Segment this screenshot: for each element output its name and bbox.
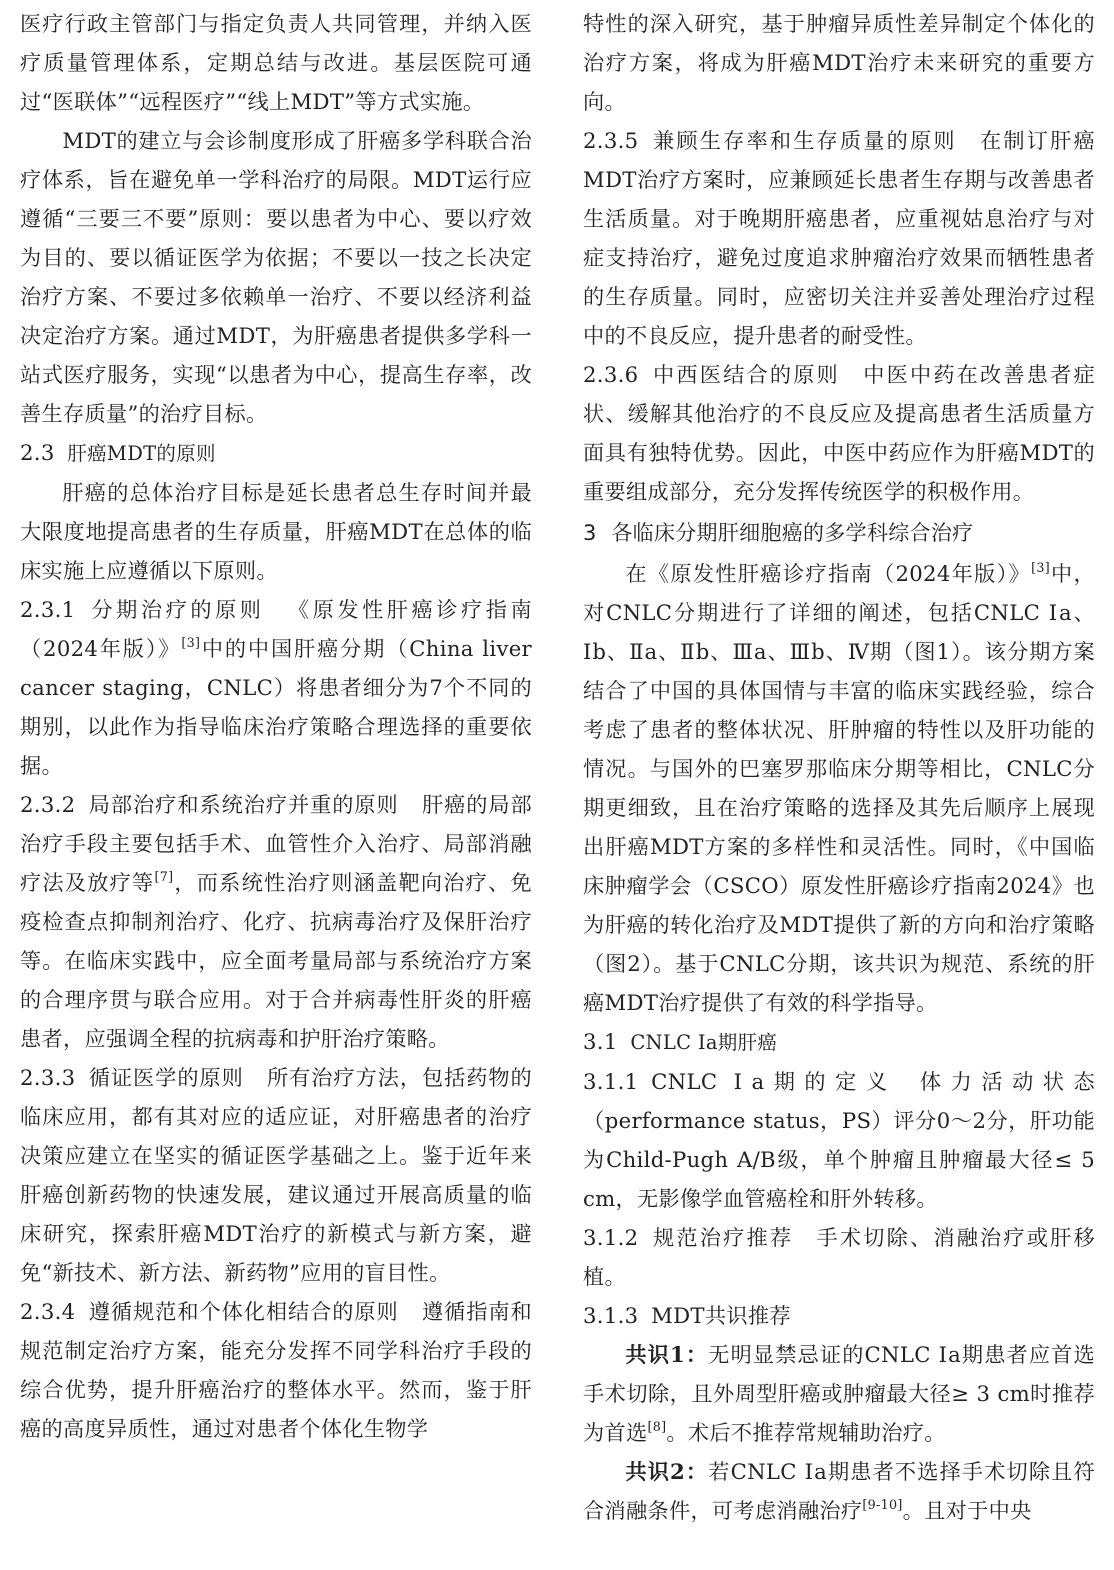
section-title: 分期治疗的原则: [88, 597, 265, 622]
body-text: 在《原发性肝癌诊疗指南（2024年版）》: [625, 561, 1032, 586]
body-text: 所有治疗方法，包括药物的临床应用，都有其对应的适应证，对肝癌患者的治疗决策应建立在坚实的循证医学基础之上。鉴于近年来肝癌创新药物的快速发展，建议通过开展高质量的临床研究，探索肝癌MDT治疗的新模式与新方案，避免“新技术、新方法、新药物”应用的盲目性。: [20, 1065, 532, 1285]
paragraph: 肝癌的总体治疗目标是延长患者总生存时间并最大限度地提高患者的生存质量，肝癌MDT在总体的临床实施上应遵循以下原则。: [20, 480, 532, 583]
body-text: 肝癌的局部治疗手段主要包括手术、血管性介入治疗、局部消融疗法及放疗等: [20, 792, 532, 895]
citation[interactable]: [9-10]: [862, 1497, 903, 1513]
paragraph: 医疗行政主管部门与指定负责人共同管理，并纳入医疗质量管理体系，定期总结与改进。基层医院可通过“医联体”“远程医疗”“线上MDT”等方式实施。: [20, 11, 532, 114]
body-text: 中医中药在改善患者症状、缓解其他治疗的不良反应及提高患者生活质量方面具有独特优势。因此，中医中药应作为肝癌MDT的重要组成部分，充分发挥传统医学的积极作用。: [583, 362, 1095, 504]
section-title: CNLC Ⅰa期的定义: [651, 1069, 897, 1094]
section-number: 2.3.3: [20, 1065, 76, 1090]
citation[interactable]: [8]: [647, 1419, 667, 1435]
body-text: 《原发性肝癌诊疗指南（2024年版）》: [20, 597, 532, 661]
body-text: 手术切除、消融治疗或肝移植。: [583, 1225, 1095, 1289]
section-title: 遵循规范和个体化相结合的原则: [88, 1299, 399, 1324]
body-text: ，而系统性治疗则涵盖靶向治疗、免疫检查点抑制剂治疗、化疗、抗病毒治疗及保肝治疗等。在临床实践中，应全面考量局部与系统治疗方案的合理序贯与联合应用。对于合并病毒性肝炎的肝癌患者，应强调全程的抗病毒和护肝治疗策略。: [20, 870, 532, 1051]
section-number: 2.3.5: [583, 128, 639, 153]
section-number: 3.1.1: [583, 1069, 639, 1094]
section-heading-3-1: [583, 1022, 1095, 1062]
section-number: 3.1.2: [583, 1225, 639, 1250]
subsection-3-1-2: [583, 1218, 1095, 1296]
paragraph: [583, 554, 1095, 1022]
body-text: 遵循指南和规范制定治疗方案，能充分发挥不同学科治疗手段的综合优势，提升肝癌治疗的整体水平。然而，鉴于肝癌的高度异质性，通过对患者个体化生物学: [20, 1299, 532, 1441]
section-number: 2.3.2: [20, 792, 76, 817]
section-title: 兼顾生存率和生存质量的原则: [651, 128, 957, 153]
subsection-3-1-3: [583, 1296, 1095, 1335]
section-title: CNLC Ⅰa期肝癌: [630, 1031, 778, 1054]
section-title: 规范治疗推荐: [651, 1225, 794, 1250]
subsection-2-3-6: [583, 355, 1095, 511]
subsection-2-3-4: [20, 1292, 532, 1448]
body-text: 中的中国肝癌分期（China liver cancer staging，CNLC）将患者细分为7个不同的期别，以此作为指导临床治疗策略合理选择的重要依据。: [20, 636, 532, 778]
section-number: 2.3.1: [20, 597, 76, 622]
citation[interactable]: [7]: [154, 869, 174, 885]
right-column: [583, 4, 1095, 1530]
body-text: 。术后不推荐常规辅助治疗。: [666, 1420, 946, 1445]
section-number: 2.3: [20, 440, 55, 465]
body-text: 体力活动状态（performance status，PS）评分0～2分，肝功能为Child-Pugh A/B级，单个肿瘤且肿瘤最大径≤ 5 cm，无影像学血管癌栓和肝外转移。: [583, 1069, 1095, 1211]
section-number: 2.3.4: [20, 1299, 76, 1324]
paragraph: 特性的深入研究，基于肿瘤异质性差异制定个体化的治疗方案，将成为肝癌MDT治疗未来研究的重要方向。: [583, 11, 1095, 114]
subsection-3-1-1: [583, 1062, 1095, 1218]
section-number: 2.3.6: [583, 362, 639, 387]
section-number: 3.1.3: [583, 1303, 639, 1328]
body-text: 若CNLC Ⅰa期患者不选择手术切除且符合消融条件，可考虑消融治疗: [583, 1459, 1095, 1523]
paragraph: MDT的建立与会诊制度形成了肝癌多学科联合治疗体系，旨在避免单一学科治疗的局限。MDT运行应遵循“三要三不要”原则：要以患者为中心、要以疗效为目的、要以循证医学为依据；不要以一技之长决定治疗方案、不要过多依赖单一治疗、不要以经济利益决定治疗方案。通过MDT，为肝癌患者提供多学科一站式医疗服务，实现“以患者为中心，提高生存率，改善生存质量”的治疗目标。: [20, 128, 532, 426]
citation[interactable]: [3]: [181, 635, 201, 651]
section-title: 循证医学的原则: [88, 1065, 244, 1090]
section-number: 3.1: [583, 1029, 618, 1054]
section-title: 肝癌MDT的原则: [67, 442, 216, 465]
consensus-label: 共识2：: [625, 1459, 709, 1484]
section-heading-2-3: [20, 433, 532, 473]
consensus-1: [583, 1335, 1095, 1452]
section-title: 局部治疗和系统治疗并重的原则: [88, 792, 399, 817]
citation[interactable]: [3]: [1031, 560, 1050, 576]
section-number: 3: [583, 521, 597, 545]
body-text: 中，对CNLC分期进行了详细的阐述，包括CNLC Ⅰa、Ⅰb、Ⅱa、Ⅱb、Ⅲa、Ⅲb、Ⅳ期（图1）。该分期方案结合了中国的具体国情与丰富的临床实践经验，综合考虑了患者的整体状况、肝肿瘤的特性以及肝功能的情况。与国外的巴塞罗那临床分期等相比，CNLC分期更细致，且在治疗策略的选择及其先后顺序上展现出肝癌MDT方案的多样性和灵活性。同时，《中国临床肿瘤学会（CSCO）原发性肝癌诊疗指南2024》也为肝癌的转化治疗及MDT提供了新的方向和治疗策略（图2）。基于CNLC分期，该共识为规范、系统的肝癌MDT治疗提供了有效的科学指导。: [583, 561, 1095, 1015]
subsection-2-3-3: [20, 1058, 532, 1292]
subsection-2-3-1: [20, 590, 532, 785]
section-heading-3: [583, 513, 1095, 553]
consensus-2: [583, 1452, 1095, 1530]
consensus-label: 共识1：: [625, 1342, 709, 1367]
body-text: 。且对于中央: [902, 1498, 1032, 1523]
subsection-2-3-2: [20, 785, 532, 1058]
body-text: 无明显禁忌证的CNLC Ⅰa期患者应首选手术切除，且外周型肝癌或肿瘤最大径≥ 3 cm时推荐为首选: [583, 1342, 1095, 1445]
body-text: 在制订肝癌MDT治疗方案时，应兼顾延长患者生存期与改善患者生活质量。对于晚期肝癌患者，应重视姑息治疗与对症支持治疗，避免过度追求肿瘤治疗效果而牺牲患者的生存质量。同时，应密切关注并妥善处理治疗过程中的不良反应，提升患者的耐受性。: [583, 128, 1095, 348]
subsection-2-3-5: [583, 121, 1095, 355]
section-title: MDT共识推荐: [651, 1303, 791, 1328]
section-title: 中西医结合的原则: [651, 362, 840, 387]
left-column: [20, 4, 532, 1448]
section-title: 各临床分期肝细胞癌的多学科综合治疗: [611, 521, 974, 545]
